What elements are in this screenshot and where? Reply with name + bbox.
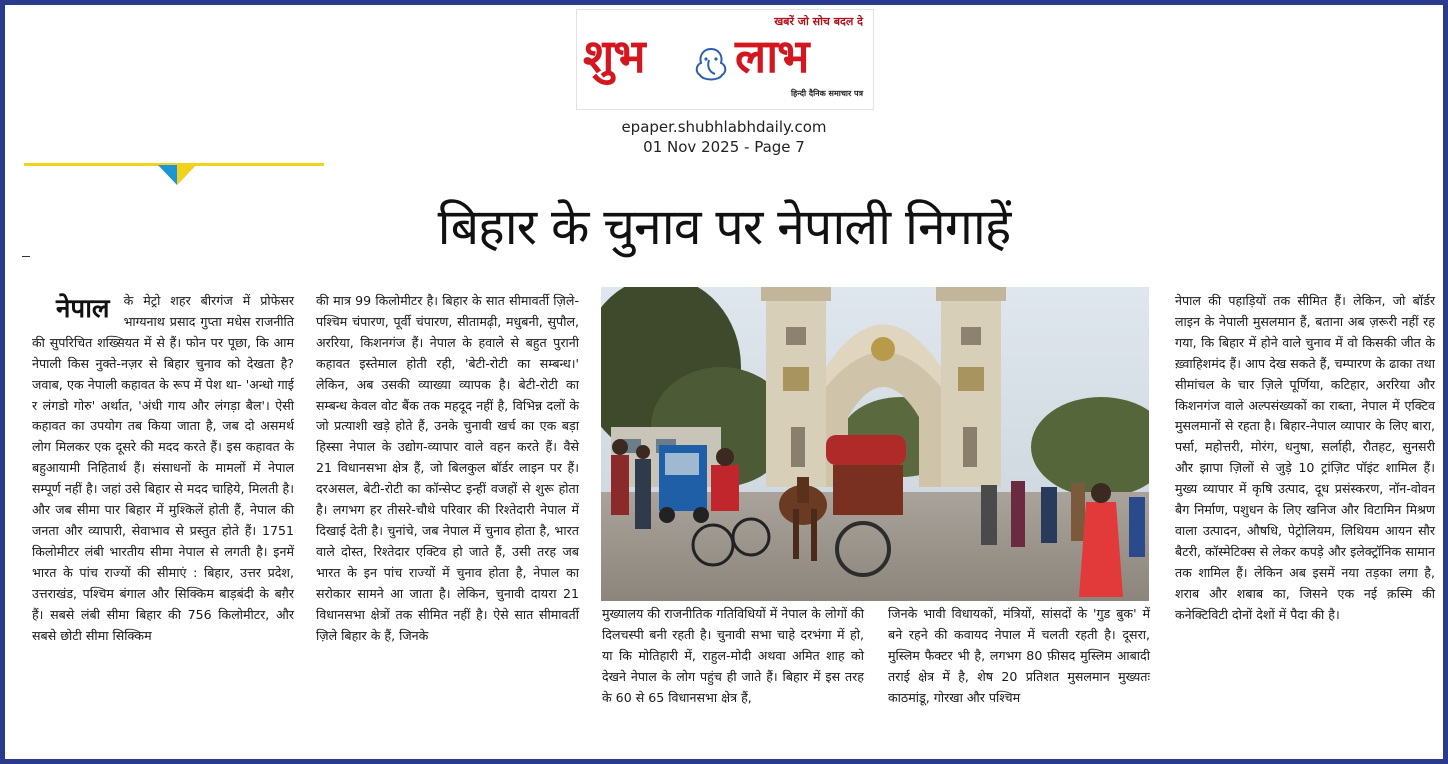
masthead-logo[interactable] xyxy=(576,9,874,110)
article-column-1 xyxy=(32,291,294,646)
masthead-name-left: शुभ xyxy=(583,29,645,83)
column-4-text: जिनके भावी विधायकों, मंत्रियों, सांसदों के 'गुड बुक' में बने रहने की कवायद नेपाल में चलती रहती है। दूसरा, मुस्लिम फैक्टर भी है, लगभग 80 फ़ीसद मुस्लिम आबादी तराई क्षेत्र में है, शेष 20 प्रतिशत मुसलमान मुख्यतः काठमांडू, गोरखा और पश्चिम xyxy=(888,606,1150,705)
article-headline: बिहार के चुनाव पर नेपाली निगाहें xyxy=(437,198,1011,256)
masthead-subtitle: हिन्दी दैनिक समाचार पत्र xyxy=(790,89,863,98)
column-1-text: के मेट्रो शहर बीरगंज में प्रोफेसर भाग्यनाथ प्रसाद गुप्ता मधेस राजनीति की सुपरिचित शख्सियत में से हैं। फोन पर पूछा, कि आम नेपाली किस नुक्ते-नज़र से बिहार चुनाव को देखता है? जवाब, एक नेपाली कहावत के रूप में पेश था- 'अन्धो गाई र लंगडो गोरु' अर्थात, 'अंधी गाय और लंगड़ा बैल'। ऐसी कहावत का उपयोग तब किया जाता है, जब दो असमर्थ लोग मिलकर एक दूसरे की मदद करते हैं। इस कहावत के बहुआयामी निहितार्थ हैं। संसाधनों के मामलों में नेपाल सम्पूर्ण नहीं है। जहां उसे बिहार से मदद चाहिये, मिलती है। और जब सीमा पार बिहार में मुश्किलें होती हैं, नेपाल की जनता और व्यापारी, सेवाभाव से प्रस्तुत होते हैं। 1751 किलोमीटर लंबी भारतीय सीमा नेपाल से लगती है। इनमें भारत के पांच राज्यों की सीमाएं : बिहार, उत्तर प्रदेश, उत्तराखंड, पश्चिम बंगाल और सिक्किम बाड़बंदी के बग़ैर हैं। सबसे लंबी सीमा बिहार की 756 किलोमीटर, और सबसे छोटी सीमा सिक्किम xyxy=(32,293,294,643)
divider-mark xyxy=(22,256,30,257)
article-column-3 xyxy=(602,604,864,709)
masthead-tagline: खबरें जो सोच बदल दे xyxy=(774,15,863,28)
column-3-text: मुख्यालय की राजनीतिक गतिविधियों में नेपाल के लोगों की दिलचस्पी बनी रहती है। चुनावी सभा चाहे दरभंगा में हो, या कि मोतिहारी में, राहुल-मोदी अथवा अमित शाह को देखने नेपाल के लोग पहुंच ही जाते हैं। बिहार में इस तरह के 60 से 65 विधानसभा क्षेत्र हैं, xyxy=(602,606,864,705)
column-2-text: की मात्र 99 किलोमीटर है। बिहार के सात सीमावर्ती ज़िले- पश्चिम चंपारण, पूर्वी चंपारण, सीतामढ़ी, मधुबनी, सुपौल, अररिया, किशनगंज हैं। नेपाल के हवाले से बहुत पुरानी कहावत इस्तेमाल होती रही, 'बेटी-रोटी का सम्बन्ध।' लेकिन, अब उसकी व्याख्या व्यापक है। बेटी-रोटी का सम्बन्ध केवल वोट बैंक तक महदूद नहीं है, विभिन्न दलों के जो प्रत्याशी खड़े होते हैं, उनके चुनावी खर्च का एक बड़ा हिस्सा नेपाल के उद्योग-व्यापार वाले वहन करते हैं। वैसे 21 विधानसभा क्षेत्र हैं, जो बिलकुल बॉर्डर लाइन पर हैं। दरअसल, बेटी-रोटी का कॉन्सेप्ट इन्हीं वजहों से शुरू होता है। लगभग हर तीसरे-चौथे परिवार की रिश्तेदारी नेपाल में दिखाई देती है। चुनांचे, जब नेपाल में चुनाव होता है, भारत वाले दोस्त, रिश्तेदार एक्टिव हो जाते हैं, उसी तरह जब भारत के इन पांच राज्यों में चुनाव होता है, नेपाल का सरोकार सामने आ जाता है। लेकिन, चुनावी दायरा 21 विधानसभा क्षेत्रों तक सीमित नहीं है। ऐसे सात सीमावर्ती ज़िले बिहार के हैं, जिनके xyxy=(316,293,579,643)
masthead-name-right: लाभ xyxy=(735,29,809,83)
dateline: नेपाल xyxy=(56,294,110,324)
page-date: 01 Nov 2025 - Page 7 xyxy=(643,138,805,156)
column-5-text: नेपाल की पहाड़ियों तक सीमित हैं। लेकिन, जो बॉर्डर लाइन के नेपाली मुसलमान हैं, बताना अब ज़रूरी नहीं रह गया, कि बिहार में होने वाले चुनाव में वो किसकी जीत के ख़्वाहिशमंद हैं। आप देख सकते हैं, चम्पारण के ढाका तथा सीमांचल के चार ज़िले पूर्णिया, कटिहार, अररिया और किशनगंज वाले अल्पसंख्यकों का राब्ता, नेपाल में एक्टिव मुसलमानों से रहता है। बिहार-नेपाल व्यापार के लिए बारा, पर्सा, महोत्तरी, मोरंग, धनुषा, सर्लाही, रौतहट, सुनसरी और झापा ज़िलों से जुड़े 10 ट्रांज़िट पॉइंट शामिल हैं। मुख्य व्यापार में कृषि उत्पाद, दूध प्रसंस्करण, नॉन-वोवन बैग निर्माण, पशुधन के लिए खनिज और विटामिन मिश्रण वाला उत्पादन, औषधि, पेट्रोलियम, लिथियम आयन सौर बैटरी, कॉस्मेटिक्स से लेकर कपड़े और इलेक्ट्रॉनिक सामान तक शामिल हैं। लेकिन अब इसमें नया तड़का लगा है, शराब और शबाब का, जिसने एक नई क़स्मि की कनेक्टिविटी दोनों देशों में पैदा की है। xyxy=(1175,293,1435,622)
article-column-5 xyxy=(1175,291,1435,626)
border-gate-photo xyxy=(601,287,1149,601)
article-column-2 xyxy=(316,291,579,646)
ganesha-icon xyxy=(691,46,731,84)
site-url[interactable]: epaper.shubhlabhdaily.com xyxy=(621,118,827,136)
article-column-4 xyxy=(888,604,1150,709)
decorative-triangle-yellow xyxy=(177,165,196,185)
